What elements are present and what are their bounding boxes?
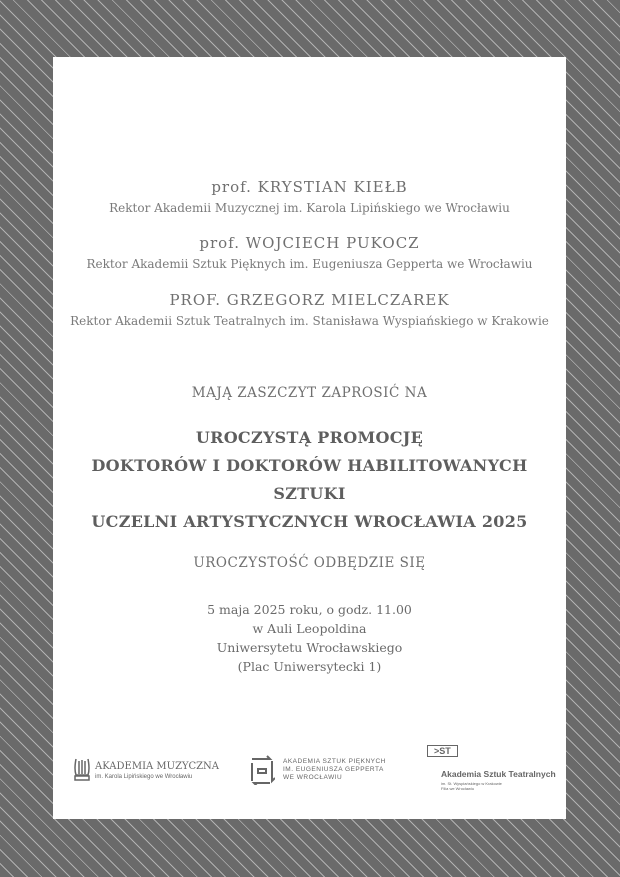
- logo-am-line2: im. Karola Lipińskiego we Wrocławiu: [95, 774, 193, 780]
- logo-asp-line1: AKADEMIA SZTUK PIĘKNYCH: [283, 758, 386, 765]
- host-2: [53, 234, 566, 271]
- host-name: prof. KRYSTIAN KIEŁB: [211, 178, 408, 196]
- logo-asp-line2: IM. EUGENIUSZA GEPPERTA: [283, 766, 384, 773]
- asp-arrows-icon: [249, 755, 275, 785]
- logo-ast-line1: Akademia Sztuk Teatralnych: [441, 769, 556, 779]
- details-intro: UROCZYSTOŚĆ ODBĘDZIE SIĘ: [193, 555, 426, 571]
- event-title-line: UCZELNI ARTYSTYCZNYCH WROCŁAWIA 2025: [91, 512, 528, 531]
- host-name: PROF. GRZEGORZ MIELCZAREK: [169, 291, 450, 309]
- host-1: [53, 178, 566, 215]
- event-details: [53, 600, 566, 676]
- logo-ast-line3: Filia we Wrocławiu: [441, 786, 475, 791]
- host-role: Rektor Akademii Sztuk Pięknych im. Eugeniusza Gepperta we Wrocławiu: [86, 257, 533, 271]
- host-role: Rektor Akademii Muzycznej im. Karola Lipińskiego we Wrocławiu: [109, 201, 510, 215]
- event-date: 5 maja 2025 roku, o godz. 11.00: [207, 602, 412, 617]
- logo-am-line1: AKADEMIA MUZYCZNA: [95, 761, 220, 772]
- invite-text: MAJĄ ZASZCZYT ZAPROSIĆ NA: [191, 385, 428, 401]
- host-role: Rektor Akademii Sztuk Teatralnych im. Stanisława Wyspiańskiego w Krakowie: [70, 314, 549, 328]
- invitation-card: [53, 57, 566, 819]
- logo-asp-text: [283, 758, 386, 782]
- event-title-line: UROCZYSTĄ PROMOCJĘ: [195, 428, 424, 447]
- event-venue-institution: Uniwersytetu Wrocławskiego: [216, 640, 403, 655]
- event-address: (Plac Uniwersytecki 1): [237, 659, 382, 674]
- logo-ast-mark: >ST: [427, 745, 458, 757]
- lyre-icon: [73, 757, 91, 781]
- event-title: [53, 424, 566, 536]
- host-3: [53, 291, 566, 328]
- host-name: prof. WOJCIECH PUKOCZ: [199, 234, 420, 252]
- logo-ast-line2: im. St. Wyspiańskiego w Krakowie: [441, 781, 502, 786]
- event-venue: w Auli Leopoldina: [252, 621, 367, 636]
- logo-asp-line3: WE WROCŁAWIU: [283, 774, 343, 781]
- event-title-line: DOKTORÓW I DOKTORÓW HABILITOWANYCH SZTUKI: [91, 456, 528, 503]
